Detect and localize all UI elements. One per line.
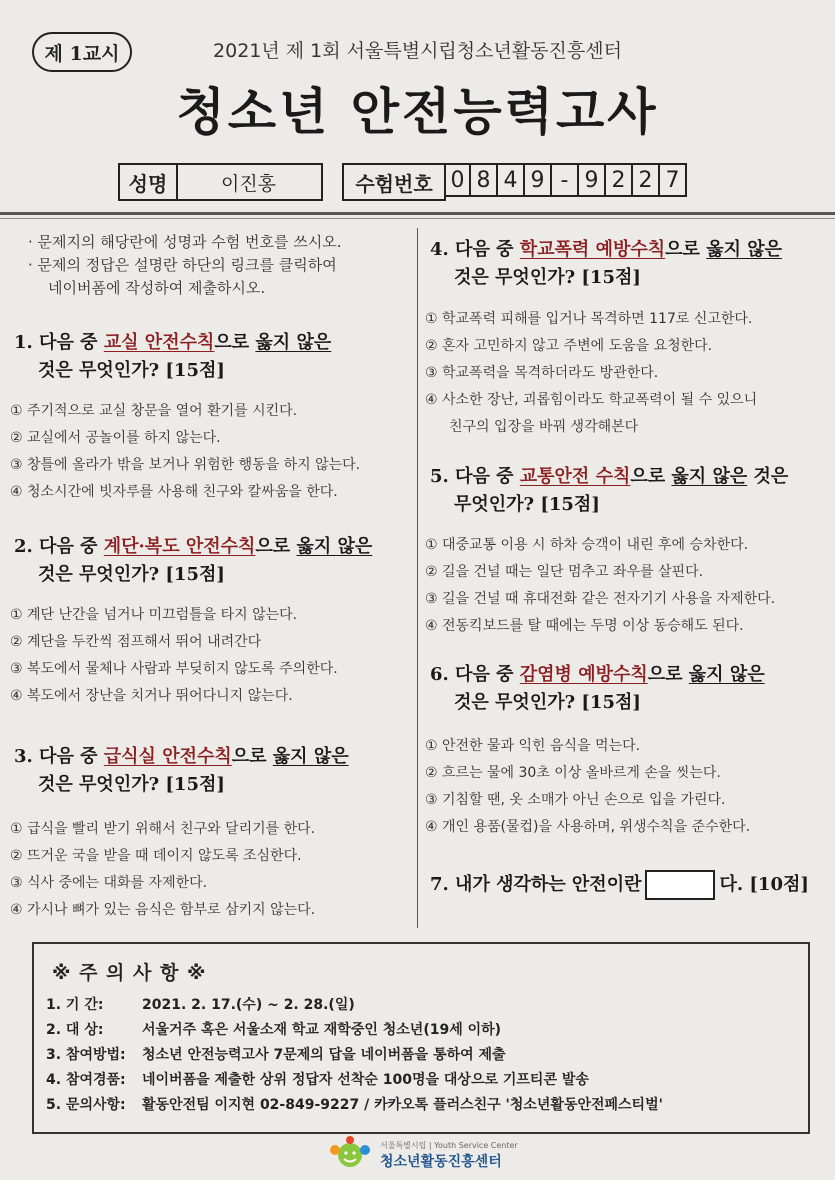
option[interactable]: ④ 개인 용품(물컵)을 사용하며, 위생수칙을 준수한다. (425, 819, 751, 835)
instructions (28, 231, 341, 300)
option[interactable]: ③ 복도에서 물체나 사람과 부딪히지 않도록 주의한다. (10, 661, 338, 677)
question-5-title (430, 463, 788, 519)
question-tail: 다. [10점] (719, 874, 809, 895)
question-line2: 것은 무엇인가? [15점] (38, 564, 225, 585)
option-continuation: 친구의 입장을 바꿔 생각해본다 (449, 419, 639, 435)
note-key: 1. 기 간: (46, 997, 104, 1013)
question-1-title (14, 329, 331, 385)
question-3-title (14, 743, 349, 799)
option[interactable]: ③ 창틀에 올라가 밖을 보거나 위험한 행동을 하지 않는다. (10, 457, 361, 473)
question-mid: 으로 (231, 746, 273, 767)
note-key: 4. 참여경품: (46, 1072, 126, 1088)
note-row (46, 1068, 663, 1093)
instruction-line: · 문제의 정답은 설명란 하단의 링크를 클릭하여 (28, 256, 337, 274)
question-prefix: 2. 다음 중 (14, 536, 104, 557)
exam-number-field (444, 163, 687, 197)
question-emphasis: 옳지 않은 (671, 466, 748, 487)
question-tail: 것은 (747, 466, 789, 487)
exam-digit: 7 (660, 163, 687, 197)
question-5-options (425, 532, 775, 640)
question-emphasis: 옳지 않은 (255, 332, 332, 353)
exam-digit: 0 (444, 163, 471, 197)
option[interactable]: ② 혼자 고민하지 않고 주변에 도움을 요청한다. (425, 338, 713, 354)
exam-digit: 2 (633, 163, 660, 197)
exam-subtitle: 2021년 제 1회 서울특별시립청소년활동진흥센터 (213, 40, 622, 62)
organization-logo (326, 1136, 518, 1174)
question-prefix: 6. 다음 중 (430, 664, 520, 685)
name-field: 이진홍 (176, 163, 323, 201)
exam-number-label: 수험번호 (342, 163, 446, 201)
question-line2: 무엇인가? [15점] (454, 494, 600, 515)
note-value: 2021. 2. 17.(수) ~ 2. 28.(일) (142, 997, 355, 1013)
question-emphasis: 옳지 않은 (272, 746, 349, 767)
note-key: 3. 참여방법: (46, 1047, 126, 1063)
question-emphasis: 옳지 않은 (706, 239, 783, 260)
option[interactable]: ④ 복도에서 장난을 치거나 뛰어다니지 않는다. (10, 688, 293, 704)
note-row (46, 1093, 663, 1118)
exam-digit: 9 (579, 163, 606, 197)
note-value: 네이버폼을 제출한 상위 정답자 선착순 100명을 대상으로 기프티콘 발송 (142, 1072, 589, 1088)
header-divider (0, 212, 835, 215)
option[interactable]: ② 뜨거운 국을 받을 때 데이지 않도록 조심한다. (10, 848, 302, 864)
option[interactable]: ③ 학교폭력을 목격하더라도 방관한다. (425, 365, 659, 381)
question-mid: 으로 (630, 466, 672, 487)
question-mid: 으로 (665, 239, 707, 260)
question-topic: 교실 안전수칙 (103, 332, 215, 353)
question-prefix: 5. 다음 중 (430, 466, 520, 487)
question-topic: 학교폭력 예방수칙 (519, 239, 666, 260)
option[interactable]: ④ 사소한 장난, 괴롭힘이라도 학교폭력이 될 수 있으니 (425, 392, 758, 408)
note-row (46, 1018, 663, 1043)
logo-subtext: 서울특별시립 | Youth Service Center (380, 1140, 518, 1150)
question-topic: 급식실 안전수칙 (103, 746, 232, 767)
note-key: 5. 문의사항: (46, 1097, 126, 1113)
question-line2: 것은 무엇인가? [15점] (454, 692, 641, 713)
note-row (46, 993, 663, 1018)
option[interactable]: ② 흐르는 물에 30초 이상 올바르게 손을 씻는다. (425, 765, 721, 781)
question-prefix: 4. 다음 중 (430, 239, 520, 260)
notes-list (46, 993, 663, 1118)
question-topic: 계단·복도 안전수칙 (103, 536, 256, 557)
option[interactable]: ① 계단 난간을 넘거나 미끄럼틀을 타지 않는다. (10, 607, 298, 623)
question-line2: 것은 무엇인가? [15점] (38, 774, 225, 795)
question-7-title (430, 870, 809, 900)
note-key: 2. 대 상: (46, 1022, 104, 1038)
exam-digit: 4 (498, 163, 525, 197)
logo-mascot-icon (326, 1136, 374, 1174)
option[interactable]: ③ 길을 건널 때 휴대전화 같은 전자기기 사용을 자제한다. (425, 591, 776, 607)
note-value: 서울거주 혹은 서울소재 학교 재학중인 청소년(19세 이하) (142, 1022, 502, 1038)
question-prefix: 3. 다음 중 (14, 746, 104, 767)
question-3-options (10, 816, 315, 924)
question-topic: 감염병 예방수칙 (519, 664, 648, 685)
question-emphasis: 옳지 않은 (296, 536, 373, 557)
option[interactable]: ④ 청소시간에 빗자루를 사용해 친구와 칼싸움을 한다. (10, 484, 338, 500)
note-value: 청소년 안전능력고사 7문제의 답을 네이버폼을 통하여 제출 (142, 1047, 506, 1063)
option[interactable]: ① 주기적으로 교실 창문을 열어 환기를 시킨다. (10, 403, 298, 419)
question-mid: 으로 (647, 664, 689, 685)
exam-digit: 2 (606, 163, 633, 197)
header-divider-thin (0, 218, 835, 219)
option[interactable]: ① 대중교통 이용 시 하차 승객이 내린 후에 승차한다. (425, 537, 749, 553)
notes-heading: ※ 주 의 사 항 ※ (52, 962, 207, 984)
option[interactable]: ③ 식사 중에는 대화를 자제한다. (10, 875, 208, 891)
option[interactable]: ① 급식을 빨리 받기 위해서 친구와 달리기를 한다. (10, 821, 316, 837)
note-row (46, 1043, 663, 1068)
question-4-options (425, 306, 757, 441)
question-2-options (10, 602, 338, 710)
option[interactable]: ③ 기침할 땐, 옷 소매가 아닌 손으로 입을 가린다. (425, 792, 726, 808)
option[interactable]: ② 길을 건널 때는 일단 멈추고 좌우를 살핀다. (425, 564, 704, 580)
page-title: 청소년 안전능력고사 (176, 83, 659, 141)
question-topic: 교통안전 수칙 (519, 466, 631, 487)
name-label: 성명 (118, 163, 178, 201)
question-6-options (425, 733, 750, 841)
question-4-title (430, 236, 782, 292)
instruction-line: · 문제지의 해당란에 성명과 수험 번호를 쓰시오. (28, 233, 342, 251)
option[interactable]: ④ 전동킥보드를 탈 때에는 두명 이상 동승해도 된다. (425, 618, 744, 634)
question-mid: 으로 (255, 536, 297, 557)
option[interactable]: ② 계단을 두칸씩 점프해서 뛰어 내려간다 (10, 634, 262, 650)
option[interactable]: ① 학교폭력 피해를 입거나 목격하면 117로 신고한다. (425, 311, 753, 327)
option[interactable]: ② 교실에서 공놀이를 하지 않는다. (10, 430, 221, 446)
question-emphasis: 옳지 않은 (688, 664, 765, 685)
answer-blank[interactable] (645, 870, 715, 900)
question-1-options (10, 398, 360, 506)
column-divider (417, 228, 418, 928)
exam-digit: 9 (525, 163, 552, 197)
question-prefix: 7. 내가 생각하는 안전이란 (430, 874, 642, 895)
note-value: 활동안전팀 이지현 02-849-9227 / 카카오톡 플러스친구 '청소년활동안전페스티벌' (142, 1097, 663, 1113)
question-2-title (14, 533, 372, 589)
question-mid: 으로 (214, 332, 256, 353)
exam-digit: 8 (471, 163, 498, 197)
question-prefix: 1. 다음 중 (14, 332, 104, 353)
period-badge: 제 1교시 (32, 32, 132, 72)
instruction-line: 네이버폼에 작성하여 제출하시오. (48, 279, 266, 297)
question-line2: 것은 무엇인가? [15점] (454, 267, 641, 288)
logo-name: 청소년활동진흥센터 (380, 1153, 502, 1170)
option[interactable]: ④ 가시나 뼈가 있는 음식은 함부로 삼키지 않는다. (10, 902, 316, 918)
exam-digit: - (552, 163, 579, 197)
option[interactable]: ① 안전한 물과 익힌 음식을 먹는다. (425, 738, 641, 754)
question-line2: 것은 무엇인가? [15점] (38, 360, 225, 381)
question-6-title (430, 661, 765, 717)
